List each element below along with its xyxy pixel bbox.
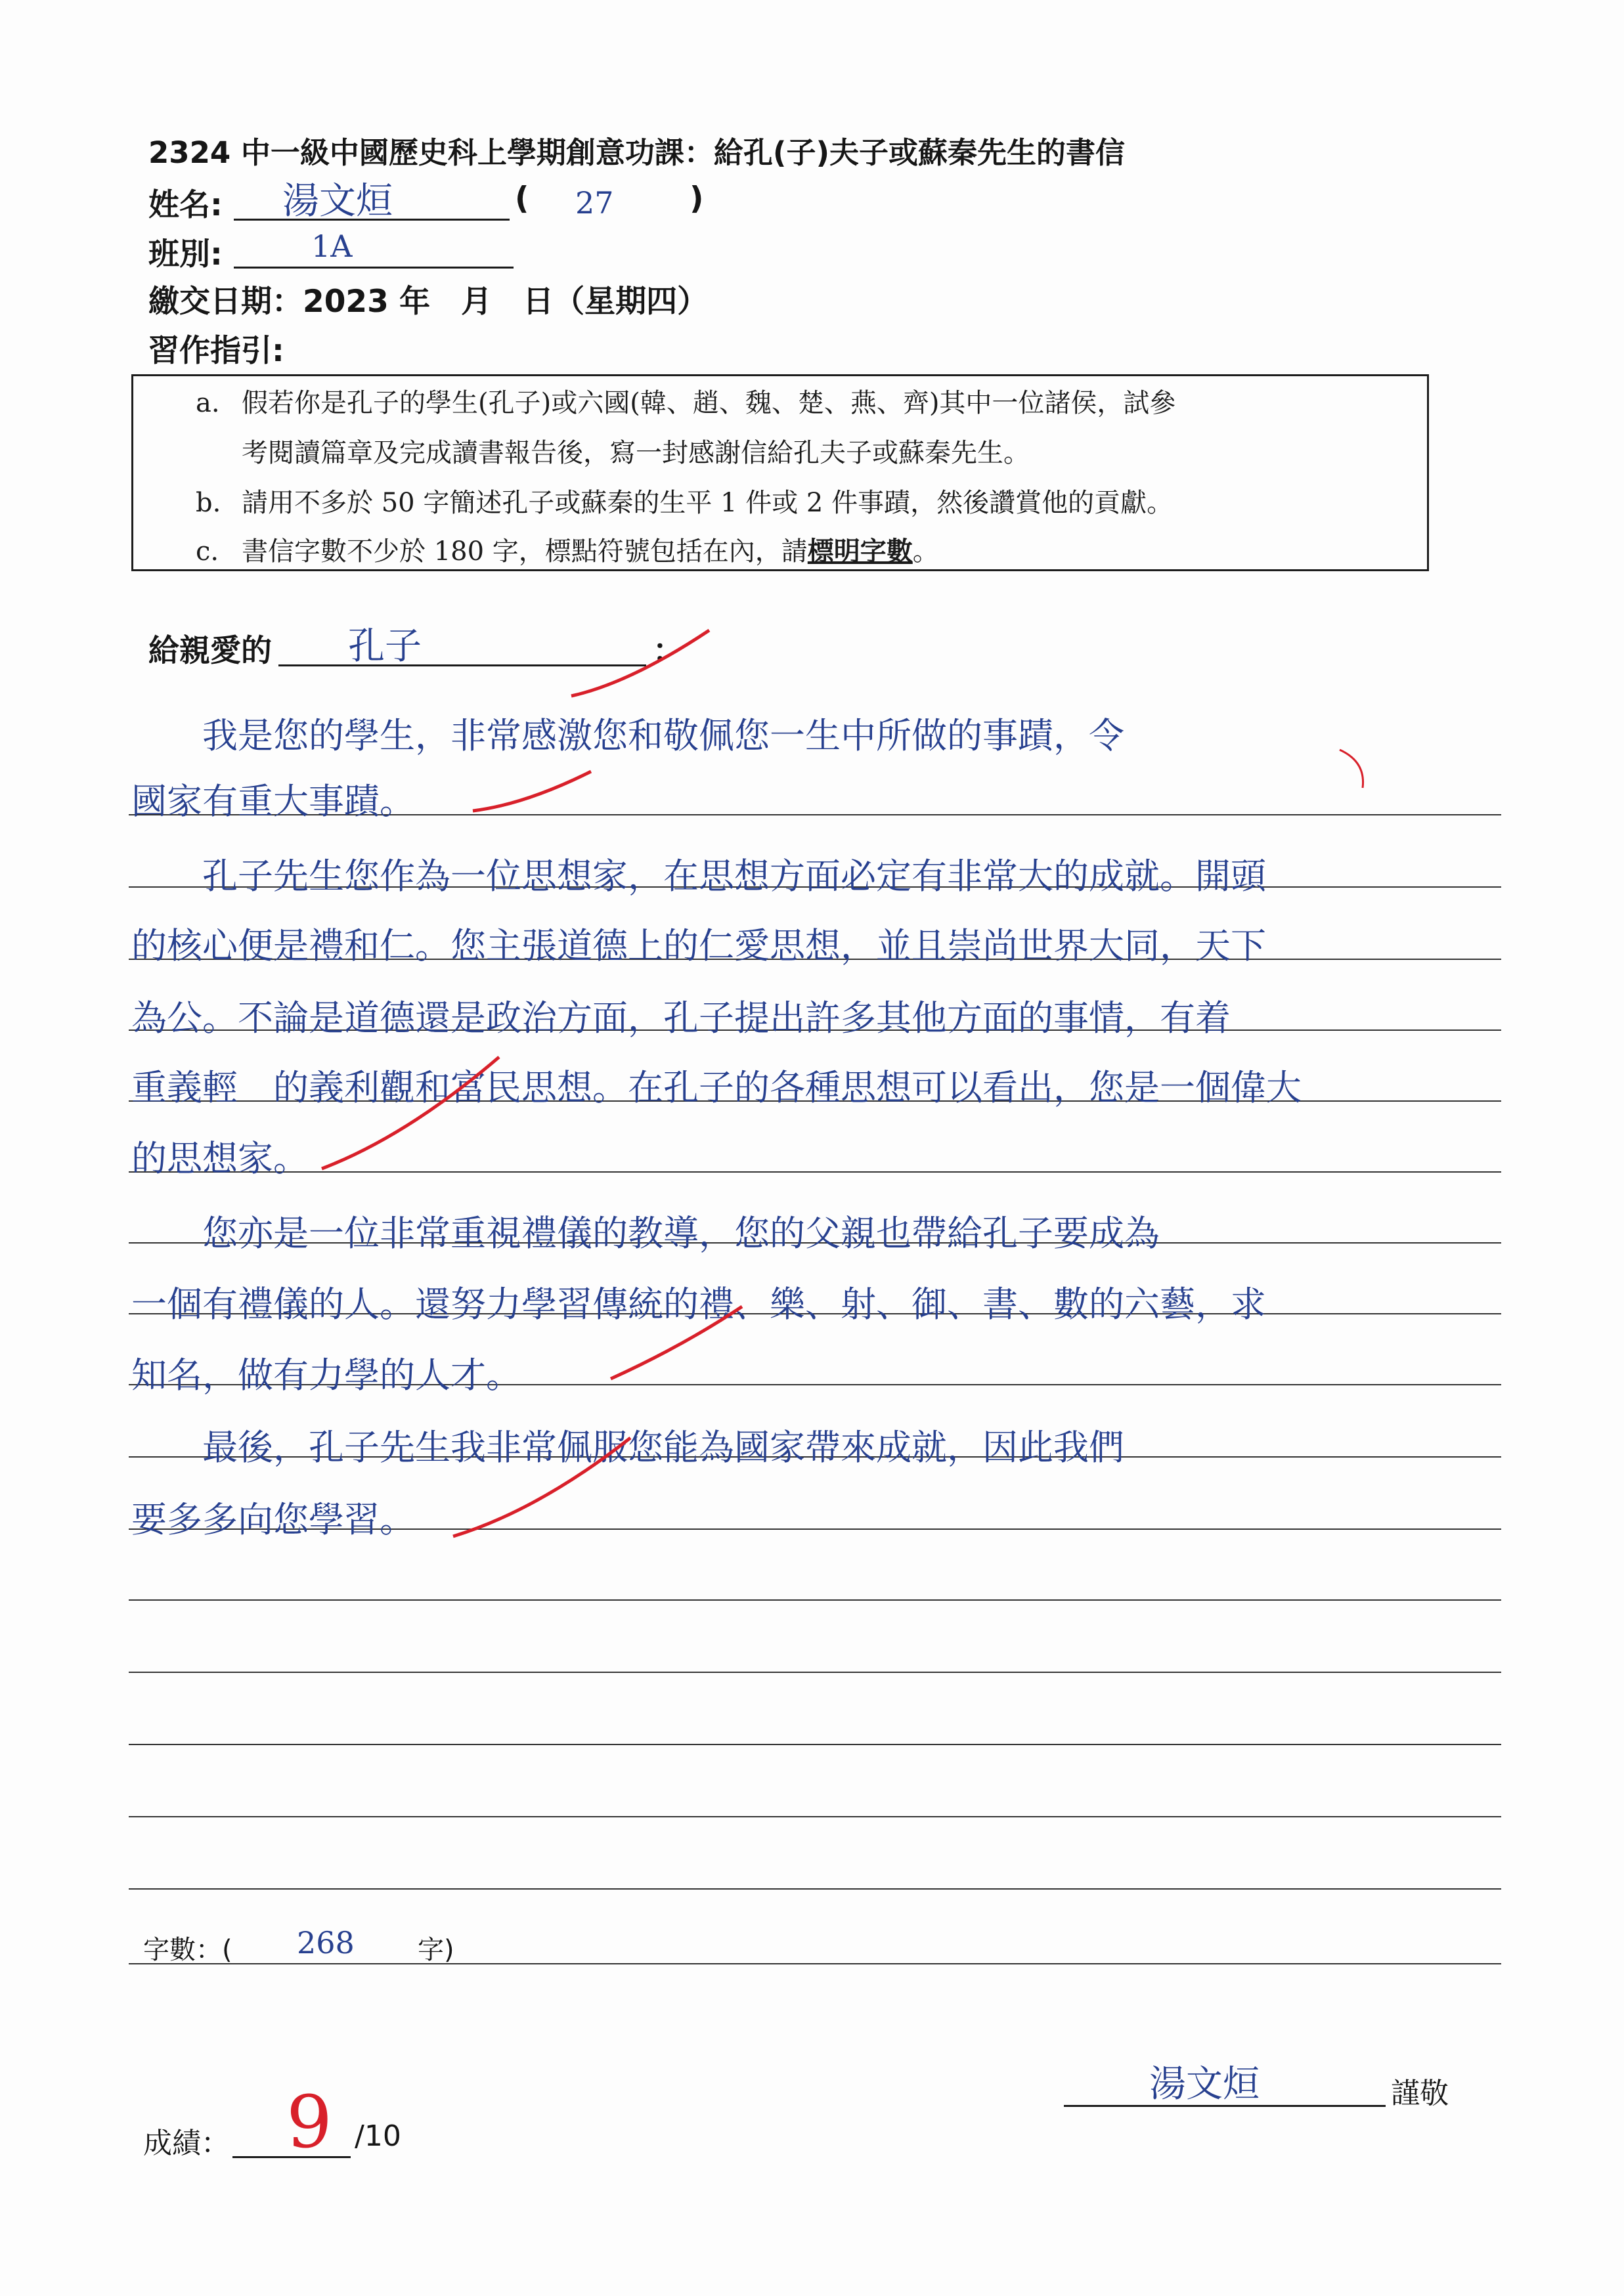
instruction-c-bold: 標明字數 bbox=[807, 536, 913, 567]
letter-line-8: 您亦是一位非常重視禮儀的教導，您的父親也帶給孔子要成為 bbox=[131, 1213, 1160, 1254]
letter-line-7: 的思想家。 bbox=[131, 1138, 309, 1179]
greeting-colon: ： bbox=[653, 633, 684, 669]
letter-line-12: 要多多向您學習。 bbox=[131, 1499, 415, 1540]
greeting-label: 給親愛的 bbox=[148, 633, 272, 669]
letter-line-5: 為公。不論是道德還是政治方面，孔子提出許多其他方面的事情，有着 bbox=[131, 997, 1231, 1039]
instruction-c-text: 書信字數不少於 180 字，標點符號包括在內，請 bbox=[242, 536, 808, 567]
instruction-c-end: 。 bbox=[912, 536, 939, 567]
class-value: 1A bbox=[311, 228, 353, 264]
ruled-line bbox=[129, 1816, 1501, 1817]
ruled-line bbox=[129, 1963, 1501, 1964]
letter-line-3: 孔子先生您作為一位思想家，在思想方面必定有非常大的成就。開頭 bbox=[131, 856, 1266, 897]
ruled-line bbox=[129, 1171, 1501, 1173]
page-title: 2324 中一級中國歷史科上學期創意功課：給孔(子)夫子或蘇秦先生的書信 bbox=[148, 135, 1126, 170]
ruled-line bbox=[129, 1672, 1501, 1673]
instruction-c-label: c. bbox=[196, 536, 219, 567]
greeting-underline bbox=[278, 664, 646, 666]
student-name: 湯文烜 bbox=[282, 180, 393, 223]
instruction-b bbox=[196, 482, 1173, 519]
ruled-line bbox=[129, 1744, 1501, 1745]
ruled-line bbox=[129, 1599, 1501, 1601]
letter-line-11: 最後，孔子先生我非常佩服您能為國家帶來成就，因此我們 bbox=[131, 1427, 1124, 1468]
class-number: 27 bbox=[575, 185, 614, 221]
closing: 謹敬 bbox=[1391, 2077, 1449, 2110]
grade-label: 成績： bbox=[143, 2127, 230, 2160]
instruction-b-text: 請用不多於 50 字簡述孔子或蘇秦的生平 1 件或 2 件事蹟，然後讚賞他的貢獻。 bbox=[242, 488, 1174, 518]
instruction-a-text: 假若你是孔子的學生(孔子)或六國(韓、趙、魏、楚、燕、齊)其中一位諸侯，試參 bbox=[242, 388, 1176, 418]
word-count-unit: 字) bbox=[418, 1935, 454, 1965]
letter-line-4: 的核心便是禮和仁。您主張道德上的仁愛思想，並且崇尚世界大同，天下 bbox=[131, 925, 1266, 966]
letter-line-2: 國家有重大事蹟。 bbox=[131, 781, 415, 822]
grade-total: /10 bbox=[355, 2119, 401, 2153]
instruction-a-label: a. bbox=[196, 388, 220, 418]
instruction-c bbox=[196, 531, 939, 568]
letter-line-6: 重義輕 的義利觀和富民思想。在孔子的各種思想可以看出，您是一個偉大 bbox=[131, 1067, 1302, 1108]
letter-line-10: 知名，做有力學的人才。 bbox=[131, 1354, 521, 1396]
instruction-a-line2: 考閱讀篇章及完成讀書報告後，寫一封感謝信給孔夫子或蘇秦先生。 bbox=[242, 438, 1030, 468]
grade-value: 9 bbox=[286, 2080, 332, 2164]
tick-mark bbox=[473, 771, 591, 811]
greeting-name: 孔子 bbox=[348, 625, 422, 668]
signature: 湯文烜 bbox=[1149, 2063, 1260, 2106]
name-label: 姓名: bbox=[148, 187, 223, 223]
word-count-value: 268 bbox=[297, 1925, 355, 1960]
class-number-close: ) bbox=[690, 181, 704, 217]
tick-mark bbox=[571, 630, 709, 696]
word-count-label: 字數：( bbox=[143, 1935, 232, 1965]
guide-label: 習作指引: bbox=[148, 333, 284, 369]
instruction-a-line1 bbox=[196, 382, 1175, 420]
letter-line-1: 我是您的學生，非常感激您和敬佩您一生中所做的事蹟，令 bbox=[131, 715, 1124, 756]
class-label: 班別: bbox=[148, 236, 223, 272]
instruction-b-label: b. bbox=[196, 488, 221, 518]
tick-mark bbox=[1340, 750, 1363, 788]
ruled-line bbox=[129, 1888, 1501, 1890]
submission-date: 繳交日期：2023 年 月 日（星期四） bbox=[148, 284, 709, 320]
letter-line-9: 一個有禮儀的人。還努力學習傳統的禮、樂、射、御、書、數的六藝，求 bbox=[131, 1284, 1266, 1325]
class-underline bbox=[234, 267, 514, 269]
class-number-open: ( bbox=[515, 181, 529, 217]
